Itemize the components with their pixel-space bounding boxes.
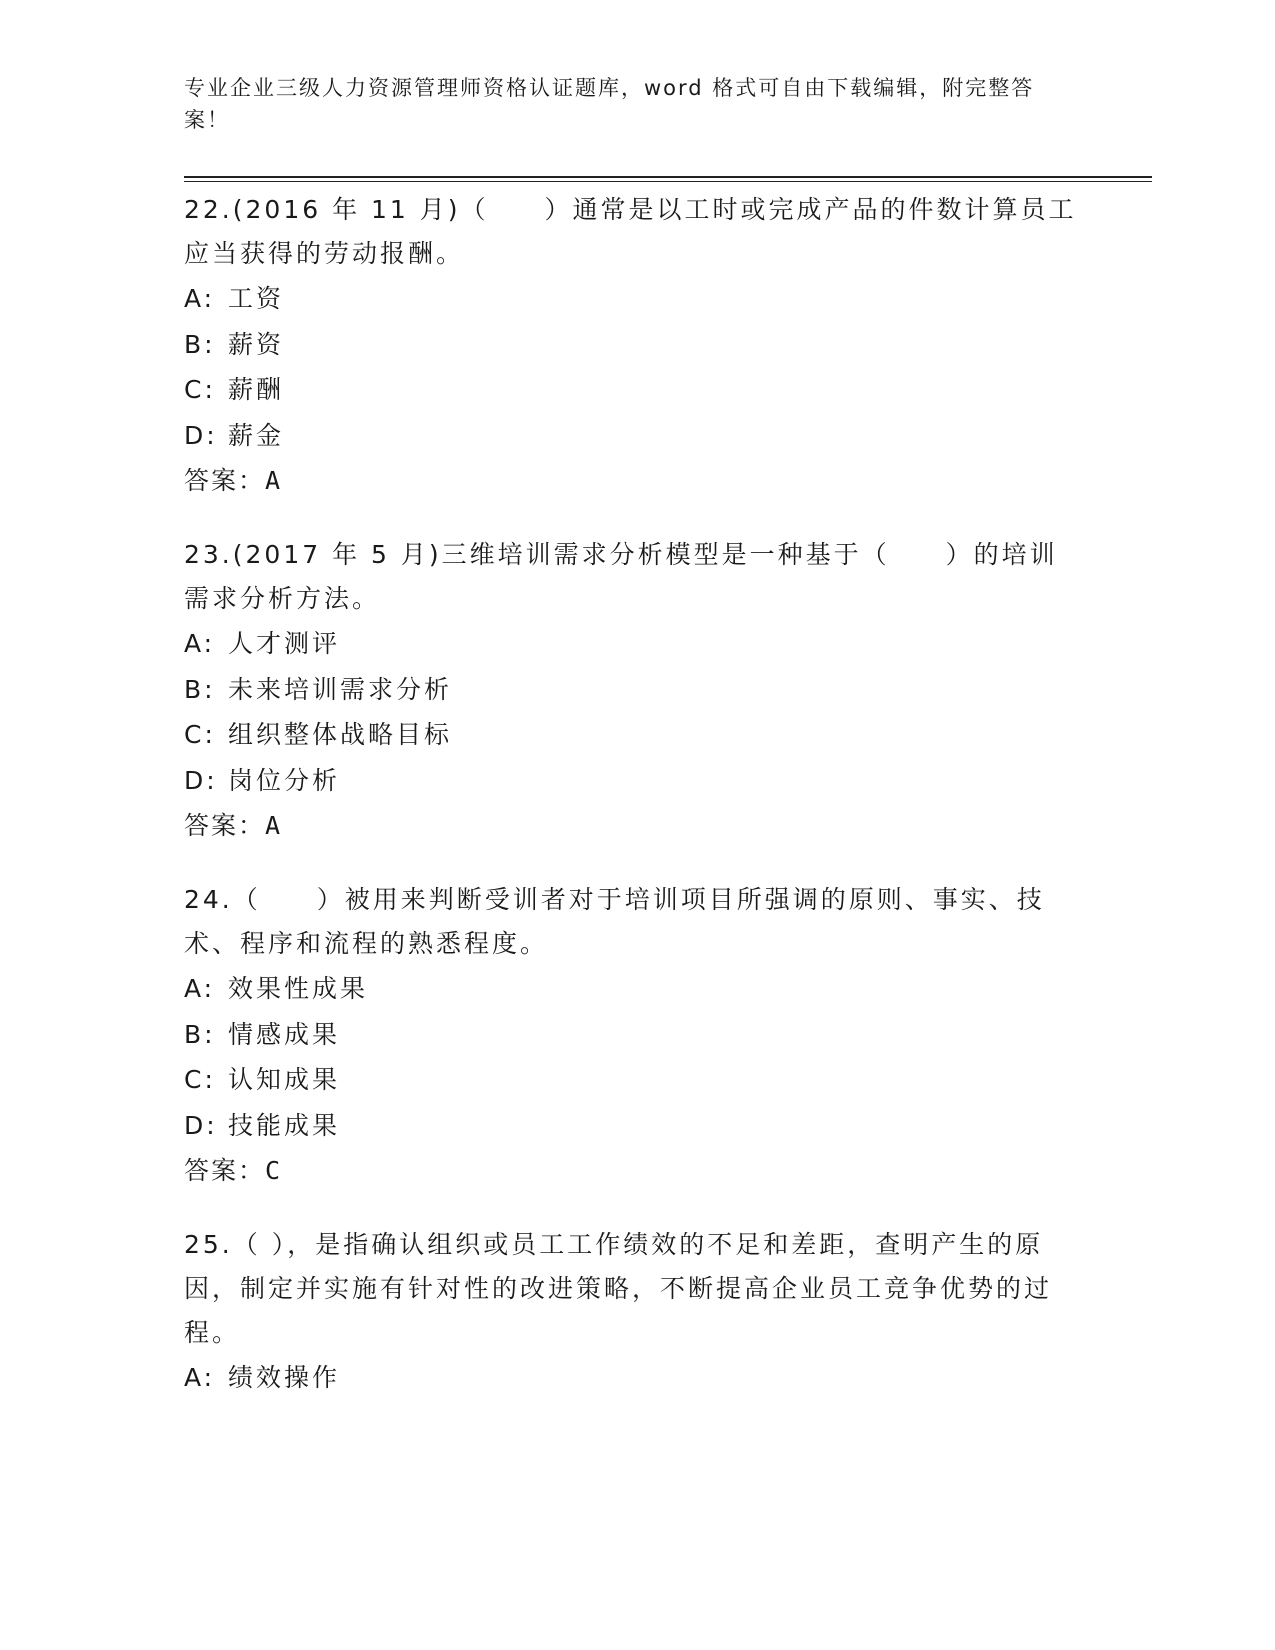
answer-label: 答案： [184, 811, 266, 840]
header-divider-thin [184, 181, 1152, 182]
option-key: A: [184, 629, 216, 658]
answer-label: 答案： [184, 466, 266, 495]
option-key: A: [184, 974, 216, 1003]
answer-line [184, 458, 1084, 503]
option-key: C: [184, 720, 216, 749]
option-list [184, 966, 1084, 1148]
question-stem: 25.（ ），是指确认组织或员工工作绩效的不足和差距，查明产生的原因，制定并实施有针对性的改进策略，不断提高企业员工竞争优势的过程。 [184, 1230, 1053, 1347]
option-text: 组织整体战略目标 [228, 720, 453, 749]
answer-value: A [265, 466, 283, 495]
option-key: C: [184, 375, 216, 404]
option-text: 薪资 [228, 329, 285, 359]
option-text: 岗位分析 [228, 765, 341, 795]
option-text: 认知成果 [228, 1065, 341, 1094]
option-a [184, 966, 1084, 1012]
question-22 [184, 188, 1084, 503]
document-header: 专业企业三级人力资源管理师资格认证题库，word 格式可自由下载编辑，附完整答案！ [184, 76, 1035, 132]
question-24 [184, 878, 1084, 1193]
option-text: 绩效操作 [228, 1363, 341, 1392]
option-list [184, 621, 1084, 803]
option-text: 情感成果 [228, 1019, 341, 1049]
answer-label: 答案： [184, 1156, 266, 1185]
option-text: 薪金 [228, 420, 285, 450]
option-key: A: [184, 1363, 216, 1392]
option-key: D: [184, 765, 218, 795]
option-text: 人才测评 [228, 629, 341, 658]
option-key: C: [184, 1065, 216, 1094]
answer-line [184, 1148, 1084, 1193]
option-list [184, 276, 1084, 458]
option-d [184, 413, 1084, 459]
option-key: B: [184, 329, 216, 359]
option-d [184, 1103, 1084, 1149]
option-text: 工资 [228, 284, 285, 313]
question-list [184, 188, 1084, 1431]
option-text: 技能成果 [228, 1110, 341, 1140]
option-c [184, 367, 1084, 413]
option-b [184, 667, 1084, 713]
option-d [184, 758, 1084, 804]
option-c [184, 712, 1084, 758]
question-stem: 23.(2017 年 5 月)三维培训需求分析模型是一种基于（ ）的培训需求分析方法。 [184, 540, 1058, 613]
option-key: B: [184, 1019, 216, 1049]
option-a [184, 276, 1084, 322]
question-stem: 24.（ ）被用来判断受训者对于培训项目所强调的原则、事实、技术、程序和流程的熟悉程度。 [184, 885, 1045, 958]
header-divider-thick [184, 176, 1152, 178]
option-b [184, 322, 1084, 368]
question-25 [184, 1223, 1084, 1401]
option-key: D: [184, 1110, 218, 1140]
option-c [184, 1057, 1084, 1103]
option-text: 未来培训需求分析 [228, 674, 453, 704]
question-stem: 22.(2016 年 11 月)（ ）通常是以工时或完成产品的件数计算员工应当获得的劳动报酬。 [184, 195, 1077, 268]
option-key: A: [184, 284, 216, 313]
option-list [184, 1355, 1084, 1401]
option-text: 薪酬 [228, 375, 285, 404]
answer-value: A [265, 811, 283, 840]
option-a [184, 621, 1084, 667]
answer-value: C [265, 1156, 283, 1185]
answer-line [184, 803, 1084, 848]
option-a [184, 1355, 1084, 1401]
option-text: 效果性成果 [228, 974, 369, 1003]
option-key: D: [184, 420, 218, 450]
question-23 [184, 533, 1084, 848]
option-key: B: [184, 674, 216, 704]
option-b [184, 1012, 1084, 1058]
